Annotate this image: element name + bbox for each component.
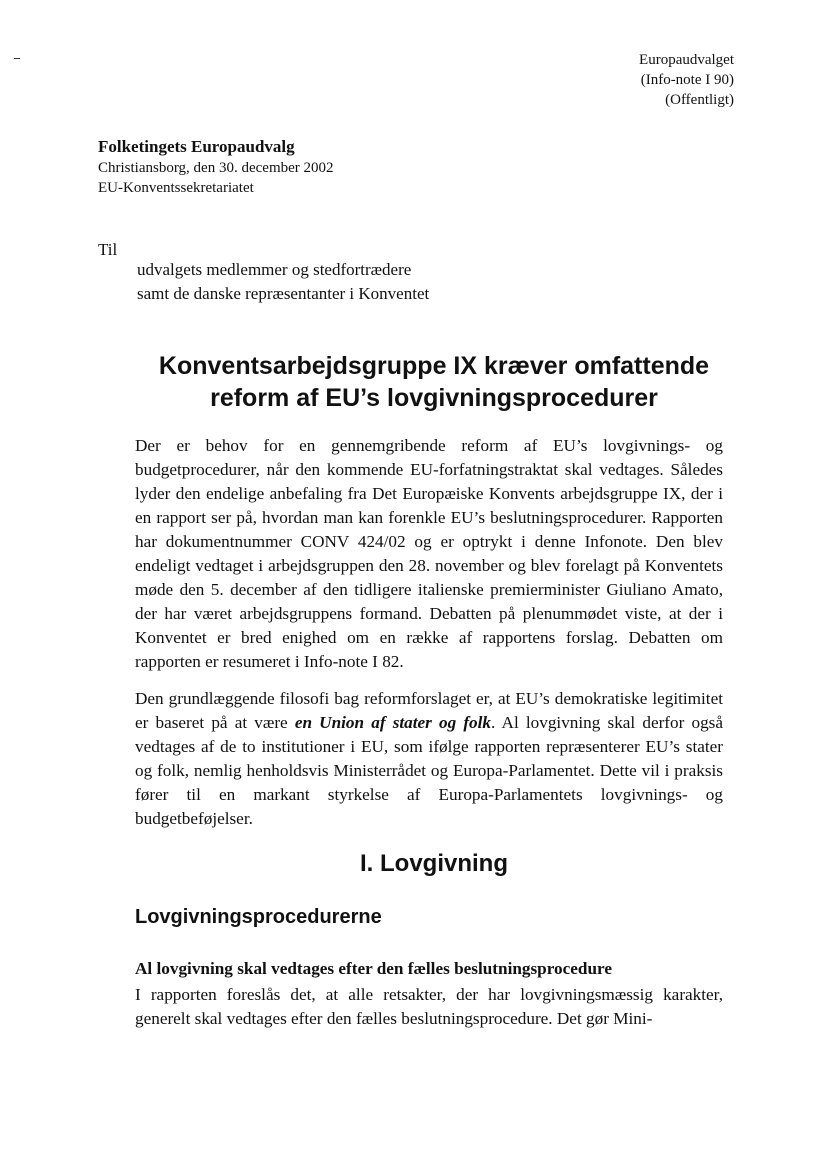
sender-place-date: Christiansborg, den 30. december 2002 (98, 160, 334, 176)
philosophy-paragraph (135, 687, 723, 831)
section-subtitle: Lovgivningsprocedurerne (135, 906, 382, 928)
scan-mark (14, 58, 20, 59)
sender-organization: Folketingets Europaudvalg (98, 137, 295, 156)
reference-block (639, 50, 734, 110)
recipient-line-members: udvalgets medlemmer og stedfortrædere (137, 260, 412, 279)
headline-line-1: Konventsarbejdsgruppe IX kræver omfattende (158, 352, 710, 380)
sender-block (98, 136, 334, 198)
reference-line-committee: Europaudvalget (639, 52, 734, 68)
intro-paragraph: Der er behov for en gennemgribende reform af EU’s lovgivnings- og budgetprocedurer, når den kommende EU-forfatningstraktat skal vedtages. Således lyder den endelige anbefaling fra Det Europæiske Konvents arbejdsgruppe IX, der i en rapport ser på, hvordan man kan forenkle EU’s beslutningsprocedurer. Rapporten har dokumentnummer CONV 424/02 og er optrykt i denne Infonote. Den blev endeligt vedtaget i arbejdsgruppen den 28. november og blev forelagt på Konventets møde den 5. december af den tidligere italienske premierminister Giuliano Amato, der har været arbejdsgruppens formand. Debatten på plenummødet viste, at der i Konventet er bred enighed om en række af rapportens forslag. Debatten om rapporten er resumeret i Info-note I 82. (135, 436, 723, 671)
document-headline (100, 350, 768, 414)
section-title: I. Lovgivning (360, 850, 508, 877)
subsection-heading: Al lovgivning skal vedtages efter den fælles beslutningsprocedure (135, 959, 612, 978)
recipient-label: Til (98, 240, 118, 259)
philosophy-text-before: Den grundlæggende filosofi bag reformforslaget er, at EU’s demokratiske legitimitet er baseret på at være (135, 689, 723, 732)
reference-line-note: (Info-note I 90) (640, 72, 734, 88)
headline-line-2: reform af EU’s lovgivningsprocedurer (210, 384, 658, 412)
sender-department: EU-Konventssekretariatet (98, 180, 254, 196)
recipient-block (137, 258, 429, 306)
recipient-line-representatives: samt de danske repræsentanter i Konventet (137, 284, 430, 303)
philosophy-emphasis: en Union af stater og folk (294, 713, 492, 732)
philosophy-text-after: . Al lovgivning skal derfor også vedtages af de to institutioner i EU, som ifølge rapporten repræsenterer EU’s stater og folk, nemlig henholdsvis Ministerrådet og Europa-Parlamentet. Dette vil i praksis fører til en markant styrkelse af Europa-Parlamentets lovgivnings- og budgetbeføjelser. (135, 713, 723, 828)
reference-line-status: (Offentligt) (665, 92, 734, 108)
legislation-paragraph: I rapporten foreslås det, at alle retsakter, der har lovgivningsmæssig karakter, generelt skal vedtages efter den fælles beslutningsprocedure. Det gør Mini- (135, 985, 723, 1028)
